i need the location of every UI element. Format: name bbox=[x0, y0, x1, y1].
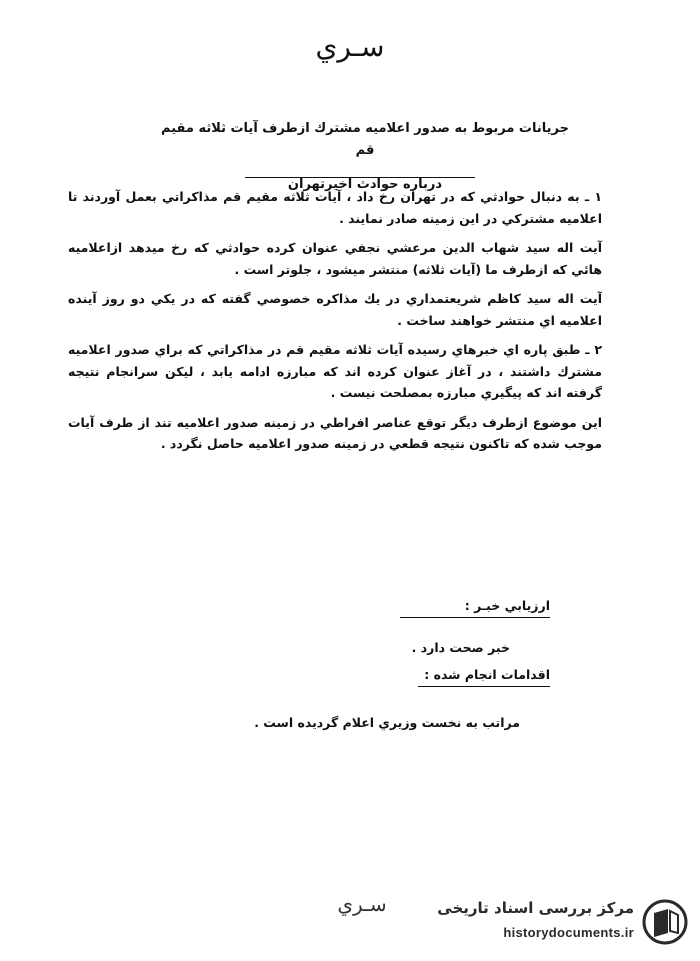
paragraph: آيت اله سيد كاظم شريعتمداري در يك مذاكره خصوصي گفته كه در يكي دو روز آينده اعلاميه اي منتشر خواهند ساخت . bbox=[68, 291, 602, 328]
assessment-label: ارزيابي خبـر : bbox=[400, 598, 550, 618]
watermark-name: مرکز بررسی اسناد تاریخی bbox=[437, 899, 634, 917]
paragraph: اين موضوع ازطرف ديگر توقع عناصر افراطي در زمينه صدور اعلاميه تند از طرف آيات موجب شده كه تاكنون نتيجه قطعي در زمينه صدور اعلاميه حاصل نگردد . bbox=[68, 414, 602, 451]
classification-top: سـري bbox=[315, 30, 385, 63]
title-underline bbox=[245, 177, 475, 178]
document-title bbox=[150, 118, 580, 196]
actions-value: مراتب به نخست وزيري اعلام گرديده است . bbox=[254, 715, 520, 730]
document-body bbox=[68, 186, 602, 463]
title-line-1: جريانات مربوط به صدور اعلاميه مشترك ازطرف آيات ثلاثه مقيم قم bbox=[161, 121, 569, 158]
watermark bbox=[412, 895, 692, 951]
paragraph: ٢ ـ طبق پاره اي خبرهاي رسيده آيات ثلاثه مقيم قم در مذاكراتي كه براي صدور اعلاميه مشترك داشتند ، در آغاز عنوان كرده اند كه مبارزه ادامه يابد ، ليكن سرانجام نتيجه گرفته اند كه پيگيري مبارزه بمصلحت نيست . bbox=[68, 342, 602, 400]
watermark-url: historydocuments.ir bbox=[503, 925, 634, 940]
title-line-2: درباره حوادث اخيرتهران bbox=[287, 177, 443, 192]
actions-label: اقدامات انجام شده : bbox=[418, 667, 550, 687]
archive-logo-icon bbox=[642, 899, 688, 945]
assessment-value: خبر صحت دارد . bbox=[411, 640, 510, 655]
paragraph: آيت اله سيد شهاب الدين مرعشي نجفي عنوان كرده حوادثي كه رخ ميدهد ازاعلاميه هائي كه ازطرف ما (آيات ثلاثه) منتشر ميشود ، جلوتر است . bbox=[68, 240, 602, 277]
assessment-section bbox=[240, 598, 550, 730]
classification-bottom: سـري bbox=[337, 892, 387, 916]
paragraph: ١ ـ به دنبال حوادثي كه در تهران رخ داد ، آيات ثلاثه مقيم قم مذاكراتي بعمل آوردند تا اعلاميه مشتركي در اين زمينه صادر نمايند . bbox=[68, 189, 602, 226]
